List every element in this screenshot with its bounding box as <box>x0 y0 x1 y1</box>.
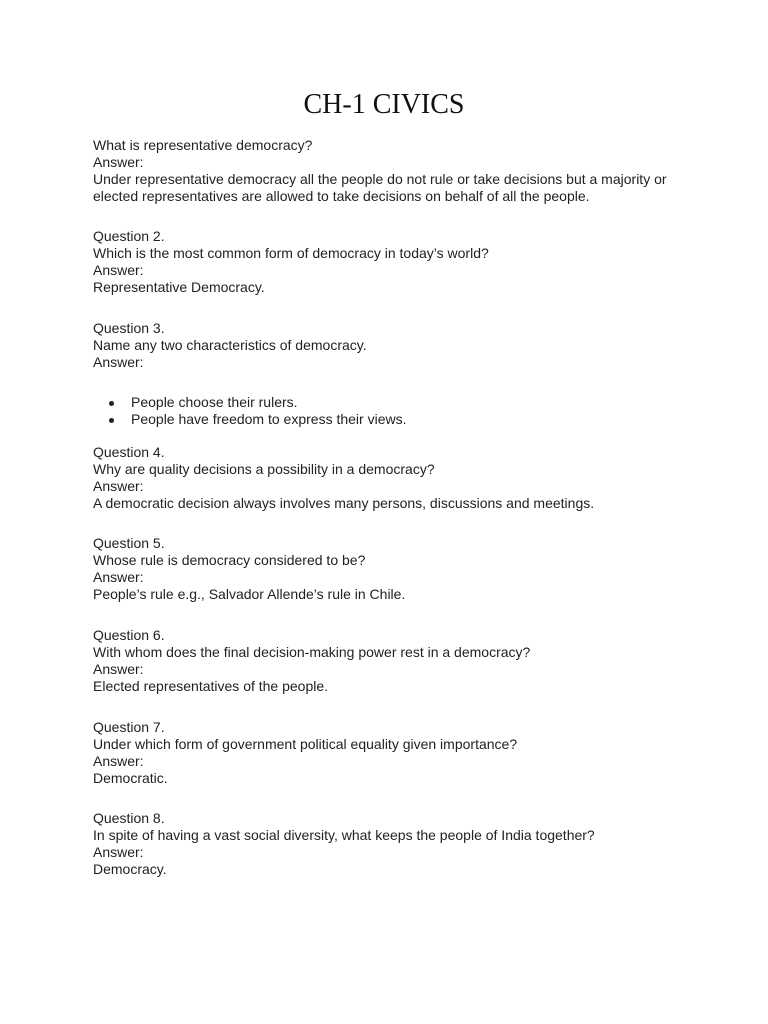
question-text: Whose rule is democracy considered to be? <box>93 552 366 568</box>
bullet-icon <box>109 401 114 406</box>
question-number: Question 5. <box>93 535 165 551</box>
question-text: With whom does the final decision-making power rest in a democracy? <box>93 644 531 660</box>
qa-block-3 <box>93 320 683 428</box>
answer-text: A democratic decision always involves many persons, discussions and meetings. <box>93 495 595 511</box>
question-number: Question 3. <box>93 320 165 336</box>
qa-block-8 <box>93 810 683 878</box>
qa-block-6 <box>93 627 683 695</box>
answer-label: Answer: <box>93 354 144 370</box>
bullet-icon <box>109 418 114 423</box>
question-number: Question 6. <box>93 627 165 643</box>
list-item-text: People have freedom to express their views. <box>131 411 407 427</box>
question-text: Which is the most common form of democracy in today’s world? <box>93 245 489 261</box>
answer-text: Representative Democracy. <box>93 279 265 295</box>
answer-label: Answer: <box>93 844 144 860</box>
qa-block-7 <box>93 719 683 787</box>
answer-label: Answer: <box>93 753 144 769</box>
question-number: Question 7. <box>93 719 165 735</box>
answer-text: People’s rule e.g., Salvador Allende’s rule in Chile. <box>93 586 406 602</box>
qa-block-2 <box>93 228 683 296</box>
question-text: Name any two characteristics of democracy. <box>93 337 367 353</box>
list-item <box>131 394 683 411</box>
answer-bullet-list <box>93 394 683 428</box>
question-text: What is representative democracy? <box>93 137 313 153</box>
qa-block-5 <box>93 535 683 603</box>
qa-content <box>93 137 683 878</box>
question-text: Under which form of government political equality given importance? <box>93 736 518 752</box>
qa-block-1 <box>93 137 683 205</box>
question-text: In spite of having a vast social diversity, what keeps the people of India together? <box>93 827 595 843</box>
question-number: Question 4. <box>93 444 165 460</box>
page-title: CH-1 CIVICS <box>303 89 465 120</box>
list-item-text: People choose their rulers. <box>131 394 298 410</box>
list-item <box>131 411 683 428</box>
answer-label: Answer: <box>93 262 144 278</box>
answer-text: Democratic. <box>93 770 168 786</box>
qa-block-4 <box>93 444 683 512</box>
question-text: Why are quality decisions a possibility in a democracy? <box>93 461 435 477</box>
answer-text: Elected representatives of the people. <box>93 678 329 694</box>
answer-label: Answer: <box>93 569 144 585</box>
answer-label: Answer: <box>93 478 144 494</box>
answer-label: Answer: <box>93 154 144 170</box>
question-number: Question 8. <box>93 810 165 826</box>
answer-label: Answer: <box>93 661 144 677</box>
answer-text: Under representative democracy all the people do not rule or take decisions but a majority or elected representatives are allowed to take decisions on behalf of all the people. <box>93 171 667 204</box>
answer-text: Democracy. <box>93 861 167 877</box>
question-number: Question 2. <box>93 228 165 244</box>
